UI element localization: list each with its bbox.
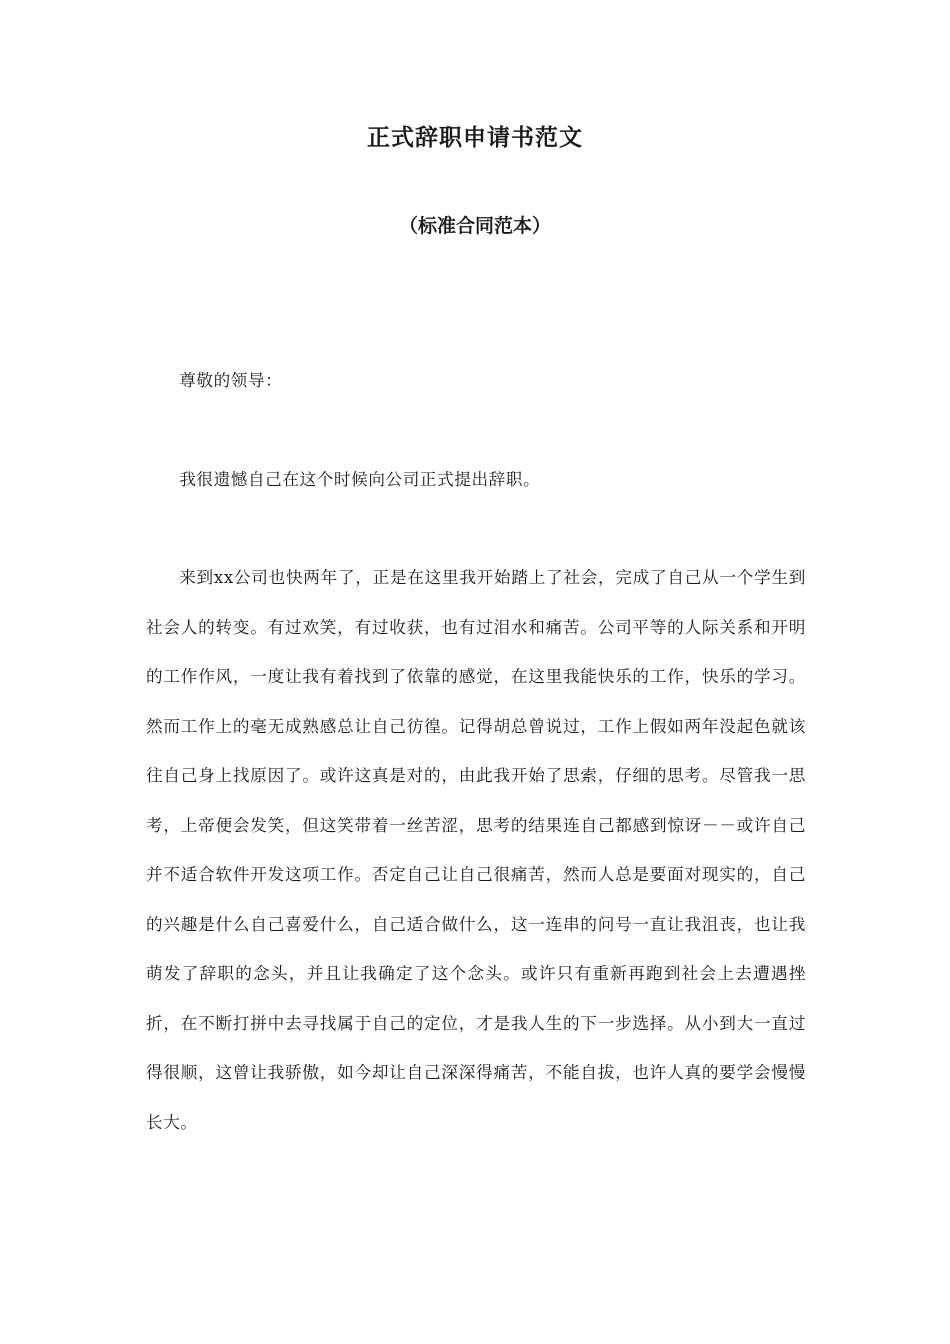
body-paragraph: 来到xx公司也快两年了，正是在这里我开始踏上了社会，完成了自己从一个学生到社会人的转变。有过欢笑，有过收获，也有过泪水和痛苦。公司平等的人际关系和开明的工作作风，一度让我有着找到了依靠的感觉，在这里我能快乐的工作，快乐的学习。然而工作上的毫无成熟感总让自己彷徨。记得胡总曾说过，工作上假如两年没起色就该往自己身上找原因了。或许这真是对的，由此我开始了思索，仔细的思考。尽管我一思考，上帝便会发笑，但这笑带着一丝苦涩，思考的结果连自己都感到惊讶－－或许自己并不适合软件开发这项工作。否定自己让自己很痛苦，然而人总是要面对现实的，自己的兴趣是什么自己喜爱什么，自己适合做什么，这一连串的问号一直让我沮丧，也让我萌发了辞职的念头，并且让我确定了这个念头。或许只有重新再跑到社会上去遭遇挫折，在不断打拼中去寻找属于自己的定位，才是我人生的下一步选择。从小到大一直过得很顺，这曾让我骄傲，如今却让自己深深得痛苦，不能自拔，也许人真的要学会慢慢长大。 <box>146 568 806 1132</box>
body-paragraph: 我很遗憾自己在这个时候向公司正式提出辞职。 <box>179 470 541 489</box>
document-title: 正式辞职申请书范文 <box>367 125 583 151</box>
salutation: 尊敬的领导： <box>179 371 283 390</box>
document-subtitle: （标准合同范本） <box>398 215 551 237</box>
